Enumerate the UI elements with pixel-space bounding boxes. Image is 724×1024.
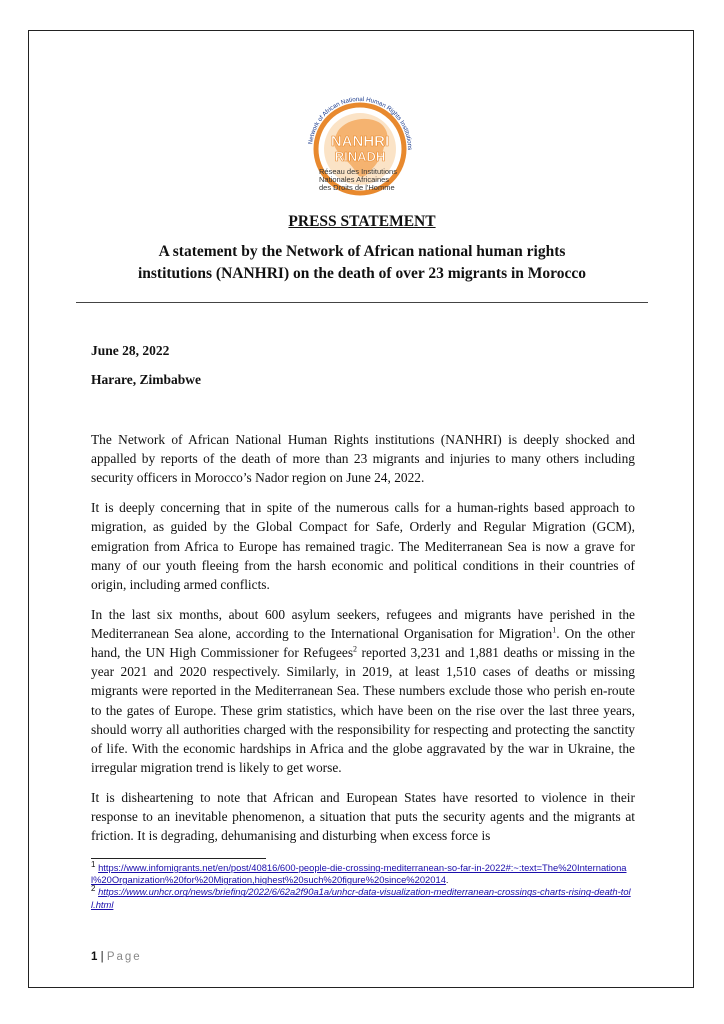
footnote-2-mark: 2 bbox=[91, 884, 96, 894]
footnote-1-mark: 1 bbox=[91, 859, 96, 869]
paragraph-3 bbox=[91, 605, 635, 778]
paragraph-3-part-b: . On the other hand, the UN High Commissioner for Refugees bbox=[91, 625, 635, 661]
statement-subtitle bbox=[80, 241, 644, 285]
logo-caption-line: Réseau des Institutions bbox=[319, 167, 397, 176]
subtitle-line-2: institutions (NANHRI) on the death of over 23 migrants in Morocco bbox=[137, 265, 587, 282]
footnote-2 bbox=[91, 886, 635, 910]
footnote-rule bbox=[91, 858, 266, 859]
page-number-separator: | bbox=[100, 951, 104, 963]
page-number bbox=[91, 951, 142, 963]
footnote-1 bbox=[91, 859, 635, 886]
paragraph-1: The Network of African National Human Rights institutions (NANHRI) is deeply shocked and appalled by reports of the death of more than 23 migrants and injuries to many others including security officers in Morocco’s Nador region on June 24, 2022. bbox=[91, 432, 635, 486]
page-label: Page bbox=[106, 951, 142, 963]
paragraph-2: It is deeply concerning that in spite of the numerous calls for a human-rights based approach to migration, as guided by the Global Compact for Safe, Orderly and Regular Migration (GCM), emigration from Africa to Europe has remained tragic. The Mediterranean Sea is now a grave for many of our youth fleeing from the harsh economic and political conditions in their countries of origin, including armed conflicts. bbox=[91, 500, 635, 592]
logo-arc-text: Network of African National Human Rights Institutions bbox=[307, 95, 414, 151]
footnote-1-link[interactable]: https://www.infomigrants.net/en/post/40816/600-people-die-crossing-mediterranean-so-far-in-2022#:~:text=The%20International%20Organization%20for%20Migration,highest%20such%20figure%20since%202014 bbox=[91, 862, 627, 886]
page-number-value: 1 bbox=[91, 951, 98, 963]
statement-place: Harare, Zimbabwe bbox=[91, 372, 201, 387]
logo-caption-line: des Droits de l'Homme bbox=[319, 183, 395, 192]
footnotes bbox=[91, 859, 635, 911]
logo-caption bbox=[319, 168, 429, 192]
logo-name-bottom: RINADH bbox=[334, 149, 386, 164]
paragraph-3-part-c: reported 3,231 and 1,881 deaths or missing in the year 2021 and 2020 respectively. Similarly, in 2019, at least 1,510 cases of deaths or missing migrants were reported in the Mediterranean Sea. These numbers exclude those who perish en-route to the gates of Europe. These grim statistics, which have been on the rise over the last three years, should worry all authorities charged with the responsibility for respecting and protecting the sanctity of life. With the economic hardships in Africa and the globe aggravated by the war in Ukraine, the irregular migration trend is likely to get worse. bbox=[91, 645, 636, 776]
paragraph-4: It is disheartening to note that African and European States have resorted to violence in their response to an inevitable phenomenon, a situation that puts the security agents and the migrants at friction. It is degrading, dehumanising and disturbing when excess force is bbox=[91, 789, 635, 844]
footnote-ref-2[interactable]: 2 bbox=[353, 644, 358, 654]
footnote-2-link[interactable]: https://www.unhcr.org/news/briefing/2022/6/62a2f90a1a/unhcr-data-visualization-mediterranean-crossings-charts-rising-death-toll.html bbox=[91, 886, 631, 910]
press-statement-title: PRESS STATEMENT bbox=[288, 213, 436, 230]
logo-name-top: NANHRI bbox=[330, 133, 390, 150]
footnote-ref-1[interactable]: 1 bbox=[552, 625, 557, 635]
heading-divider bbox=[76, 302, 648, 303]
statement-body bbox=[91, 430, 635, 856]
subtitle-line-1: A statement by the Network of African national human rights bbox=[158, 243, 566, 260]
logo-caption-line: Nationales Africaines bbox=[319, 175, 390, 184]
paragraph-3-part-a: In the last six months, about 600 asylum seekers, refugees and migrants have perished in the Mediterranean Sea alone, according to the International Organisation for Migration bbox=[91, 606, 635, 641]
footnote-1-tail: . bbox=[445, 874, 449, 886]
statement-date: June 28, 2022 bbox=[91, 343, 170, 358]
